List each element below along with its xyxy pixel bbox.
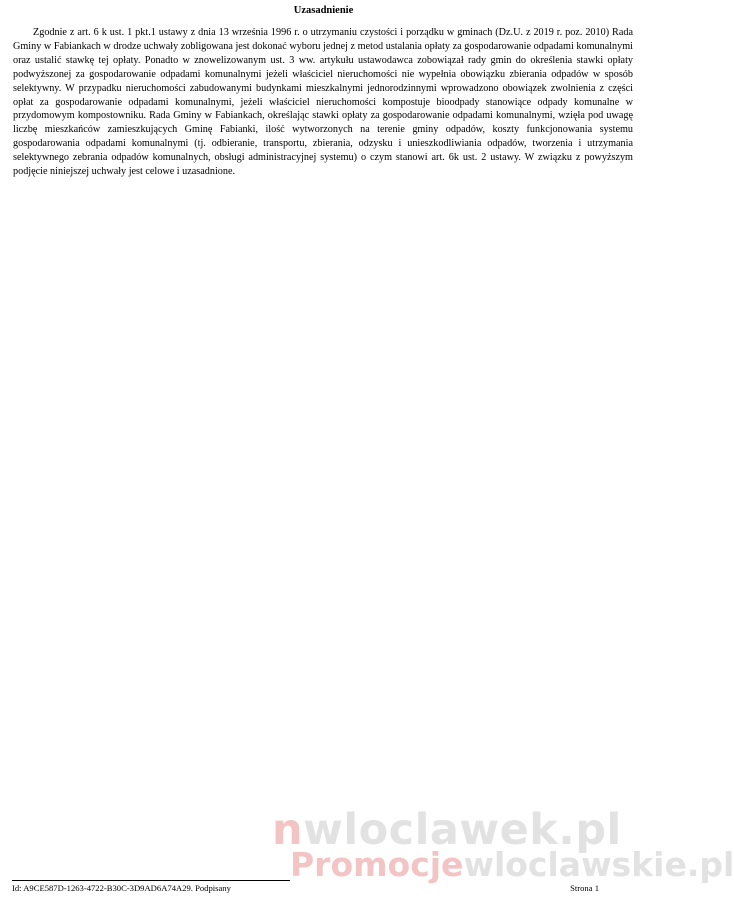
watermark-line1-rest: wloclawek.pl [303,805,622,855]
footer-page-number: Strona 1 [570,883,599,893]
watermark-logo-line2 [290,845,734,884]
footer-document-id: Id: A9CE587D-1263-4722-B30C-3D9AD6A74A29. Podpisany [12,883,231,893]
watermark-line2-rest: wloclawskie.pl [463,845,734,884]
footer-divider [12,880,290,881]
watermark-line2-accent: Promocje [290,845,464,884]
watermark-line1-accent: n [272,805,304,855]
document-title: Uzasadnienie [293,5,354,16]
document-body-paragraph: Zgodnie z art. 6 k ust. 1 pkt.1 ustawy z dnia 13 września 1996 r. o utrzymaniu czystości i porządku w gminach (Dz.U. z 2019 r. poz. 2010) Rada Gminy w Fabiankach w drodze uchwały zobligowana jest dokonać wyboru jednej z metod ustalania opłaty za gospodarowanie odpadami komunalnymi oraz ustalić stawkę tej opłaty. Ponadto w znowelizowanym ust. 3 ww. artykułu ustawodawca zobowiązał rady gmin do określenia stawki opłaty podwyższonej za gospodarowanie odpadami komunalnymi jeżeli właściciel nieruchomości nie wypełnia obowiązku zbierania odpadów w sposób selektywny. W przypadku nieruchomości zabudowanymi budynkami mieszkalnymi jednorodzinnymi wprowadzono obowiązek zwolnienia z części opłat za gospodarowanie odpadami komunalnymi, jeżeli właściciel nieruchomości kompostuje bioodpady stanowiące odpady komunalne w przydomowym kompostowniku. Rada Gminy w Fabiankach, określając stawki opłaty za gospodarowanie odpadami komunalnymi, wzięła pod uwagę liczbę mieszkańców zamieszkujących Gminę Fabianki, ilość wytworzonych na terenie gminy odpadów, koszty funkcjonowania systemu gospodarowania odpadami komunalnymi (tj. odbieranie, transportu, zbierania, odzysku i unieszkodliwiania odpadów, tworzenia i utrzymania selektywnego zebrania odpadów komunalnych, obsługi administracyjnej systemu) o czym stanowi art. 6k ust. 2 ustawy. W związku z powyższym podjęcie niniejszej uchwały jest celowe i uzasadnione. [13,27,633,178]
